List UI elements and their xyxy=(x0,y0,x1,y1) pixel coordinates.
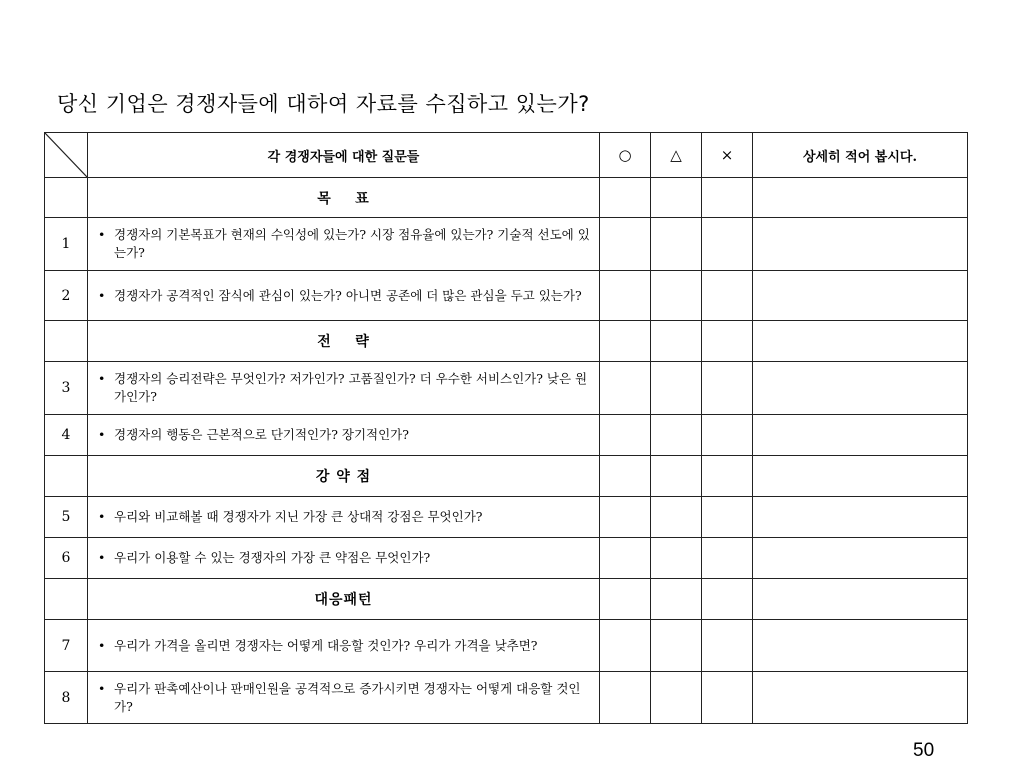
detail-cell[interactable] xyxy=(753,218,968,271)
row-number: 7 xyxy=(45,620,88,672)
diagonal-line xyxy=(45,133,87,177)
x-check-cell[interactable] xyxy=(702,271,753,321)
detail-cell[interactable] xyxy=(753,415,968,456)
question-cell xyxy=(88,362,600,415)
circle-check-cell[interactable] xyxy=(600,271,651,321)
circle-check-cell[interactable] xyxy=(600,362,651,415)
section-row xyxy=(45,456,968,497)
detail-cell[interactable] xyxy=(753,456,968,497)
row-number: 2 xyxy=(45,271,88,321)
triangle-check-cell[interactable] xyxy=(651,321,702,362)
circle-check-cell[interactable] xyxy=(600,415,651,456)
question-text: 경쟁자가 공격적인 잠식에 관심이 있는가? 아니면 공존에 더 많은 관심을 두고 있는가? xyxy=(114,287,582,303)
page-number: 50 xyxy=(913,740,935,761)
section-title: 전 략 xyxy=(88,321,600,362)
x-mark-header: × xyxy=(702,133,753,178)
question-text: 우리가 판촉예산이나 판매인원을 공격적으로 증가시키면 경쟁자는 어떻게 대응할 것인가? xyxy=(114,680,581,714)
triangle-check-cell[interactable] xyxy=(651,538,702,579)
table-row xyxy=(45,415,968,456)
triangle-check-cell[interactable] xyxy=(651,178,702,218)
circle-check-cell[interactable] xyxy=(600,672,651,724)
question-text: 경쟁자의 행동은 근본적으로 단기적인가? 장기적인가? xyxy=(114,427,409,442)
circle-check-cell[interactable] xyxy=(600,538,651,579)
question-cell xyxy=(88,218,600,271)
question-text: 우리가 이용할 수 있는 경쟁자의 가장 큰 약점은 무엇인가? xyxy=(114,550,431,565)
question-cell xyxy=(88,271,600,321)
bullet-icon: • xyxy=(98,550,106,565)
x-check-cell[interactable] xyxy=(702,178,753,218)
detail-cell[interactable] xyxy=(753,362,968,415)
question-text: 우리가 가격을 올리면 경쟁자는 어떻게 대응할 것인가? 우리가 가격을 낮추면? xyxy=(114,637,538,653)
x-check-cell[interactable] xyxy=(702,456,753,497)
x-check-cell[interactable] xyxy=(702,218,753,271)
section-row xyxy=(45,579,968,620)
bullet-icon: • xyxy=(98,427,106,442)
question-column-header: 각 경쟁자들에 대한 질문들 xyxy=(88,133,600,178)
bullet-icon: • xyxy=(98,509,106,524)
competitor-questions-table xyxy=(44,132,968,724)
detail-cell[interactable] xyxy=(753,620,968,672)
triangle-mark-header: △ xyxy=(651,133,702,178)
detail-column-header: 상세히 적어 봅시다. xyxy=(753,133,968,178)
bullet-icon: • xyxy=(98,287,106,303)
triangle-check-cell[interactable] xyxy=(651,362,702,415)
header-row xyxy=(45,133,968,178)
x-check-cell[interactable] xyxy=(702,620,753,672)
row-number: 3 xyxy=(45,362,88,415)
circle-mark-header: ○ xyxy=(600,133,651,178)
row-number: 4 xyxy=(45,415,88,456)
x-check-cell[interactable] xyxy=(702,415,753,456)
page-title: 당신 기업은 경쟁자들에 대하여 자료를 수집하고 있는가? xyxy=(57,92,590,116)
row-number: 6 xyxy=(45,538,88,579)
table-row xyxy=(45,497,968,538)
triangle-check-cell[interactable] xyxy=(651,456,702,497)
table-row xyxy=(45,538,968,579)
bullet-icon: • xyxy=(98,680,106,696)
detail-cell[interactable] xyxy=(753,321,968,362)
table-row xyxy=(45,672,968,724)
detail-cell[interactable] xyxy=(753,538,968,579)
question-cell xyxy=(88,620,600,672)
table-row xyxy=(45,218,968,271)
circle-check-cell[interactable] xyxy=(600,178,651,218)
question-text: 경쟁자의 기본목표가 현재의 수익성에 있는가? 시장 점유율에 있는가? 기술적 선도에 있는가? xyxy=(114,227,590,260)
table-row xyxy=(45,620,968,672)
section-row xyxy=(45,178,968,218)
triangle-check-cell[interactable] xyxy=(651,579,702,620)
question-text: 우리와 비교해볼 때 경쟁자가 지닌 가장 큰 상대적 강점은 무엇인가? xyxy=(114,509,483,524)
detail-cell[interactable] xyxy=(753,178,968,218)
question-text: 경쟁자의 승리전략은 무엇인가? 저가인가? 고품질인가? 더 우수한 서비스인가? 낮은 원가인가? xyxy=(114,371,588,404)
x-check-cell[interactable] xyxy=(702,321,753,362)
table-row xyxy=(45,362,968,415)
circle-check-cell[interactable] xyxy=(600,497,651,538)
circle-check-cell[interactable] xyxy=(600,579,651,620)
triangle-check-cell[interactable] xyxy=(651,672,702,724)
section-title: 목 표 xyxy=(88,178,600,218)
section-title: 대응패턴 xyxy=(88,579,600,620)
detail-cell[interactable] xyxy=(753,271,968,321)
detail-cell[interactable] xyxy=(753,672,968,724)
circle-check-cell[interactable] xyxy=(600,456,651,497)
circle-check-cell[interactable] xyxy=(600,321,651,362)
row-number: 8 xyxy=(45,672,88,724)
triangle-check-cell[interactable] xyxy=(651,620,702,672)
triangle-check-cell[interactable] xyxy=(651,497,702,538)
question-cell xyxy=(88,415,600,456)
bullet-icon: • xyxy=(98,227,106,242)
diagonal-corner-cell xyxy=(45,133,88,178)
triangle-check-cell[interactable] xyxy=(651,271,702,321)
section-row xyxy=(45,321,968,362)
question-cell xyxy=(88,538,600,579)
bullet-icon: • xyxy=(98,637,106,653)
x-check-cell[interactable] xyxy=(702,497,753,538)
detail-cell[interactable] xyxy=(753,579,968,620)
bullet-icon: • xyxy=(98,371,106,386)
x-check-cell[interactable] xyxy=(702,538,753,579)
section-title: 강 약 점 xyxy=(88,456,600,497)
x-check-cell[interactable] xyxy=(702,362,753,415)
x-check-cell[interactable] xyxy=(702,579,753,620)
circle-check-cell[interactable] xyxy=(600,620,651,672)
x-check-cell[interactable] xyxy=(702,672,753,724)
question-cell xyxy=(88,497,600,538)
row-number: 1 xyxy=(45,218,88,271)
question-cell xyxy=(88,672,600,724)
row-number: 5 xyxy=(45,497,88,538)
table-row xyxy=(45,271,968,321)
triangle-check-cell[interactable] xyxy=(651,218,702,271)
detail-cell[interactable] xyxy=(753,497,968,538)
triangle-check-cell[interactable] xyxy=(651,415,702,456)
circle-check-cell[interactable] xyxy=(600,218,651,271)
